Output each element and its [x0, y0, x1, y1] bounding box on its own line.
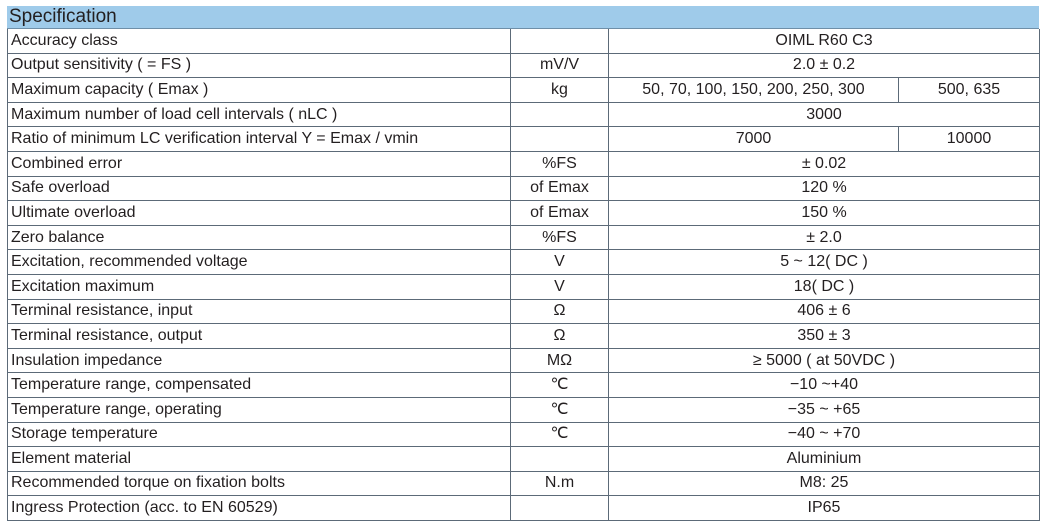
spec-value-secondary: 10000: [899, 127, 1040, 152]
spec-name: Recommended torque on fixation bolts: [8, 471, 511, 496]
spec-unit: [511, 102, 609, 127]
spec-value: 406 ± 6: [609, 299, 1040, 324]
spec-name: Ingress Protection (acc. to EN 60529): [8, 496, 511, 521]
spec-name: Zero balance: [8, 225, 511, 250]
spec-row: [8, 348, 1040, 373]
spec-row: [8, 201, 1040, 226]
spec-name: Maximum number of load cell intervals ( nLC ): [8, 102, 511, 127]
spec-value: 18( DC ): [609, 274, 1040, 299]
spec-value: 7000: [609, 127, 899, 152]
spec-row: [8, 225, 1040, 250]
spec-unit: V: [511, 274, 609, 299]
spec-name: Ratio of minimum LC verification interval Y = Emax / vmin: [8, 127, 511, 152]
spec-row: [8, 127, 1040, 152]
spec-row: [8, 274, 1040, 299]
spec-name: Excitation maximum: [8, 274, 511, 299]
spec-value: ≥ 5000 ( at 50VDC ): [609, 348, 1040, 373]
spec-value: ± 0.02: [609, 151, 1040, 176]
spec-name: Element material: [8, 447, 511, 472]
spec-row: [8, 102, 1040, 127]
spec-unit: %FS: [511, 225, 609, 250]
spec-row: [8, 471, 1040, 496]
spec-name: Output sensitivity ( = FS ): [8, 53, 511, 78]
spec-unit: [511, 29, 609, 53]
spec-value: −40 ~ +70: [609, 422, 1040, 447]
spec-value: OIML R60 C3: [609, 29, 1040, 53]
spec-value: 150 %: [609, 201, 1040, 226]
spec-row: [8, 29, 1040, 53]
spec-row: [8, 250, 1040, 275]
specification-sheet: [7, 6, 1039, 521]
spec-row: [8, 324, 1040, 349]
spec-row: [8, 299, 1040, 324]
spec-name: Ultimate overload: [8, 201, 511, 226]
spec-unit: Ω: [511, 299, 609, 324]
spec-unit: kg: [511, 78, 609, 103]
spec-row: [8, 151, 1040, 176]
spec-value: 2.0 ± 0.2: [609, 53, 1040, 78]
spec-row: [8, 373, 1040, 398]
spec-value: Aluminium: [609, 447, 1040, 472]
specification-table-body: [8, 29, 1040, 520]
spec-unit: %FS: [511, 151, 609, 176]
spec-value: ± 2.0: [609, 225, 1040, 250]
spec-value: IP65: [609, 496, 1040, 521]
spec-value: M8: 25: [609, 471, 1040, 496]
spec-row: [8, 78, 1040, 103]
spec-name: Maximum capacity ( Emax ): [8, 78, 511, 103]
specification-table: [7, 29, 1040, 521]
spec-unit: ℃: [511, 397, 609, 422]
specification-header: [7, 6, 1039, 29]
spec-unit: of Emax: [511, 201, 609, 226]
spec-row: [8, 397, 1040, 422]
spec-row: [8, 53, 1040, 78]
spec-name: Temperature range, compensated: [8, 373, 511, 398]
spec-value: 5 ~ 12( DC ): [609, 250, 1040, 275]
spec-value: 3000: [609, 102, 1040, 127]
spec-value: −10 ~+40: [609, 373, 1040, 398]
spec-unit: [511, 447, 609, 472]
spec-unit: of Emax: [511, 176, 609, 201]
spec-name: Combined error: [8, 151, 511, 176]
spec-value-secondary: 500, 635: [899, 78, 1040, 103]
spec-unit: ℃: [511, 373, 609, 398]
spec-value: 120 %: [609, 176, 1040, 201]
spec-unit: [511, 127, 609, 152]
spec-row: [8, 176, 1040, 201]
spec-name: Terminal resistance, input: [8, 299, 511, 324]
spec-unit: N.m: [511, 471, 609, 496]
spec-name: Temperature range, operating: [8, 397, 511, 422]
spec-name: Insulation impedance: [8, 348, 511, 373]
spec-unit: mV/V: [511, 53, 609, 78]
spec-row: [8, 496, 1040, 521]
spec-name: Storage temperature: [8, 422, 511, 447]
spec-name: Excitation, recommended voltage: [8, 250, 511, 275]
spec-value: 50, 70, 100, 150, 200, 250, 300: [609, 78, 899, 103]
spec-row: [8, 447, 1040, 472]
spec-unit: [511, 496, 609, 521]
spec-row: [8, 422, 1040, 447]
spec-unit: Ω: [511, 324, 609, 349]
spec-name: Safe overload: [8, 176, 511, 201]
spec-unit: V: [511, 250, 609, 275]
spec-value: 350 ± 3: [609, 324, 1040, 349]
specification-title: Specification: [9, 6, 117, 27]
spec-name: Accuracy class: [8, 29, 511, 53]
spec-name: Terminal resistance, output: [8, 324, 511, 349]
spec-unit: ℃: [511, 422, 609, 447]
spec-unit: MΩ: [511, 348, 609, 373]
spec-value: −35 ~ +65: [609, 397, 1040, 422]
